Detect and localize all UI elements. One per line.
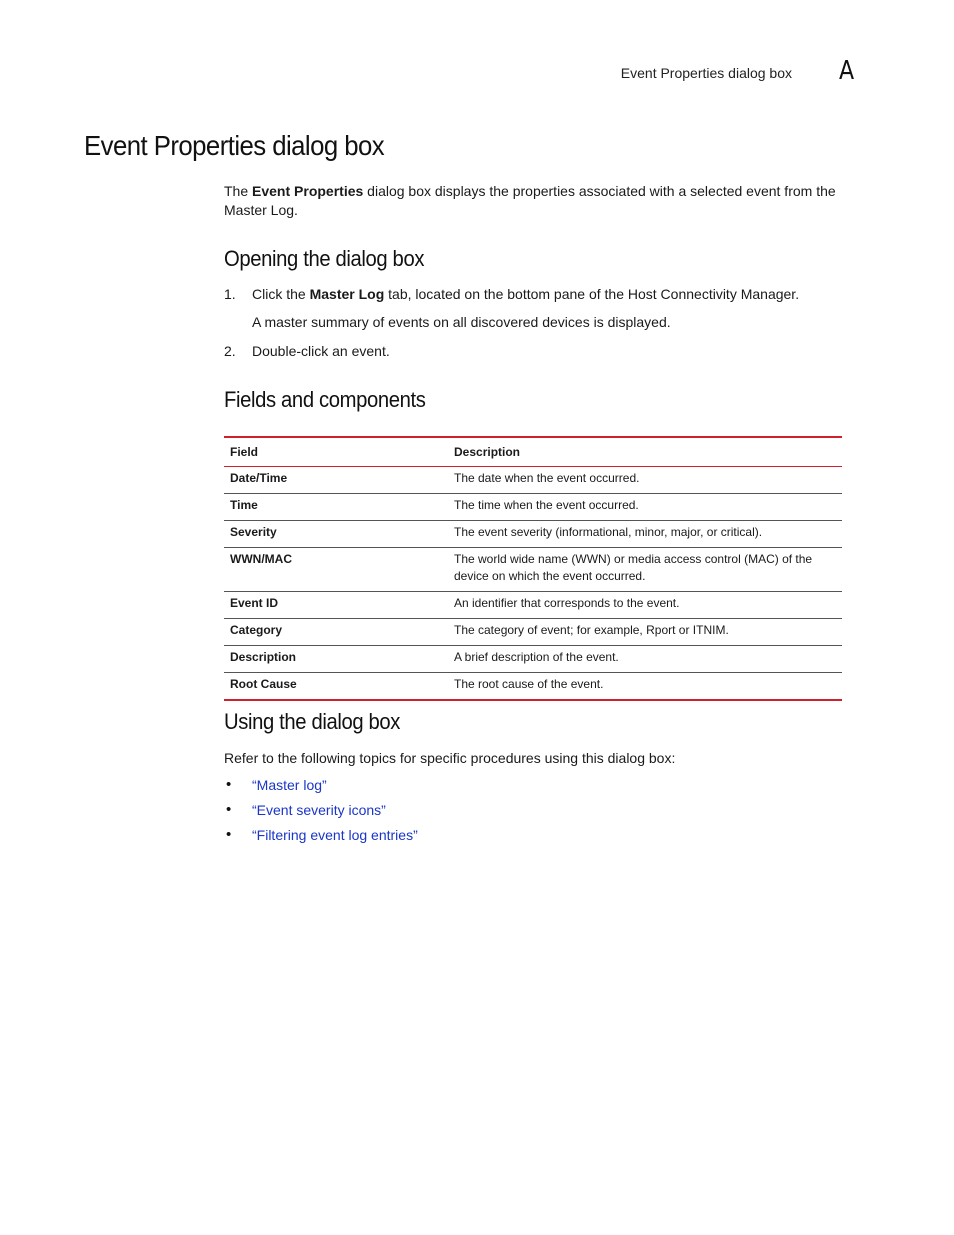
page-title: Event Properties dialog box: [84, 130, 385, 161]
using-paragraph: Refer to the following topics for specific procedures using this dialog box:: [224, 750, 676, 766]
table-row: [224, 646, 842, 673]
bullet-icon: •: [226, 776, 232, 793]
table-row: [224, 521, 842, 548]
field-name-cell: Root Cause: [230, 677, 297, 691]
field-name-cell: WWN/MAC: [230, 552, 292, 566]
field-description-cell: The event severity (informational, minor, major, or critical).: [454, 525, 763, 539]
table-row: [224, 467, 842, 494]
field-name-cell: Time: [230, 498, 258, 512]
bullet-icon: •: [226, 826, 232, 843]
field-description-cell: The category of event; for example, Rport or ITNIM.: [454, 623, 729, 637]
table-row: [224, 494, 842, 521]
section-heading-fields: Fields and components: [224, 387, 426, 412]
link-filtering-event-log-entries[interactable]: “Filtering event log entries”: [252, 827, 418, 843]
field-description-cell: The root cause of the event.: [454, 677, 604, 691]
column-header-field: Field: [230, 445, 259, 459]
table-row: [224, 619, 842, 646]
section-heading-using: Using the dialog box: [224, 709, 401, 734]
field-description-cell: The world wide name (WWN) or media access control (MAC) of the device on which the event occurred.: [454, 552, 813, 583]
fields-table: [224, 436, 842, 701]
link-event-severity-icons[interactable]: “Event severity icons”: [252, 802, 386, 818]
field-description-cell: The date when the event occurred.: [454, 471, 640, 485]
table-header-row: [224, 437, 842, 467]
table-row: [224, 548, 842, 592]
field-name-cell: Severity: [230, 525, 277, 539]
bullet-icon: •: [226, 801, 232, 818]
field-description-cell: The time when the event occurred.: [454, 498, 639, 512]
field-name-cell: Event ID: [230, 596, 279, 610]
intro-paragraph: The Event Properties dialog box displays the properties associated with a selected event from the Master Log.: [224, 183, 836, 218]
section-heading-opening: Opening the dialog box: [224, 246, 425, 271]
field-description-cell: A brief description of the event.: [454, 650, 619, 664]
field-description-cell: An identifier that corresponds to the event.: [454, 596, 680, 610]
field-name-cell: Description: [230, 650, 297, 664]
field-name-cell: Date/Time: [230, 471, 288, 485]
table-row: [224, 673, 842, 701]
running-header: Event Properties dialog box: [620, 65, 792, 81]
appendix-letter: A: [839, 56, 855, 86]
table-row: [224, 592, 842, 619]
intro-bold: Event Properties: [252, 183, 364, 199]
column-header-description: Description: [454, 445, 521, 459]
link-master-log[interactable]: “Master log”: [252, 777, 327, 793]
field-name-cell: Category: [230, 623, 283, 637]
step-bold: Master Log: [309, 286, 385, 302]
